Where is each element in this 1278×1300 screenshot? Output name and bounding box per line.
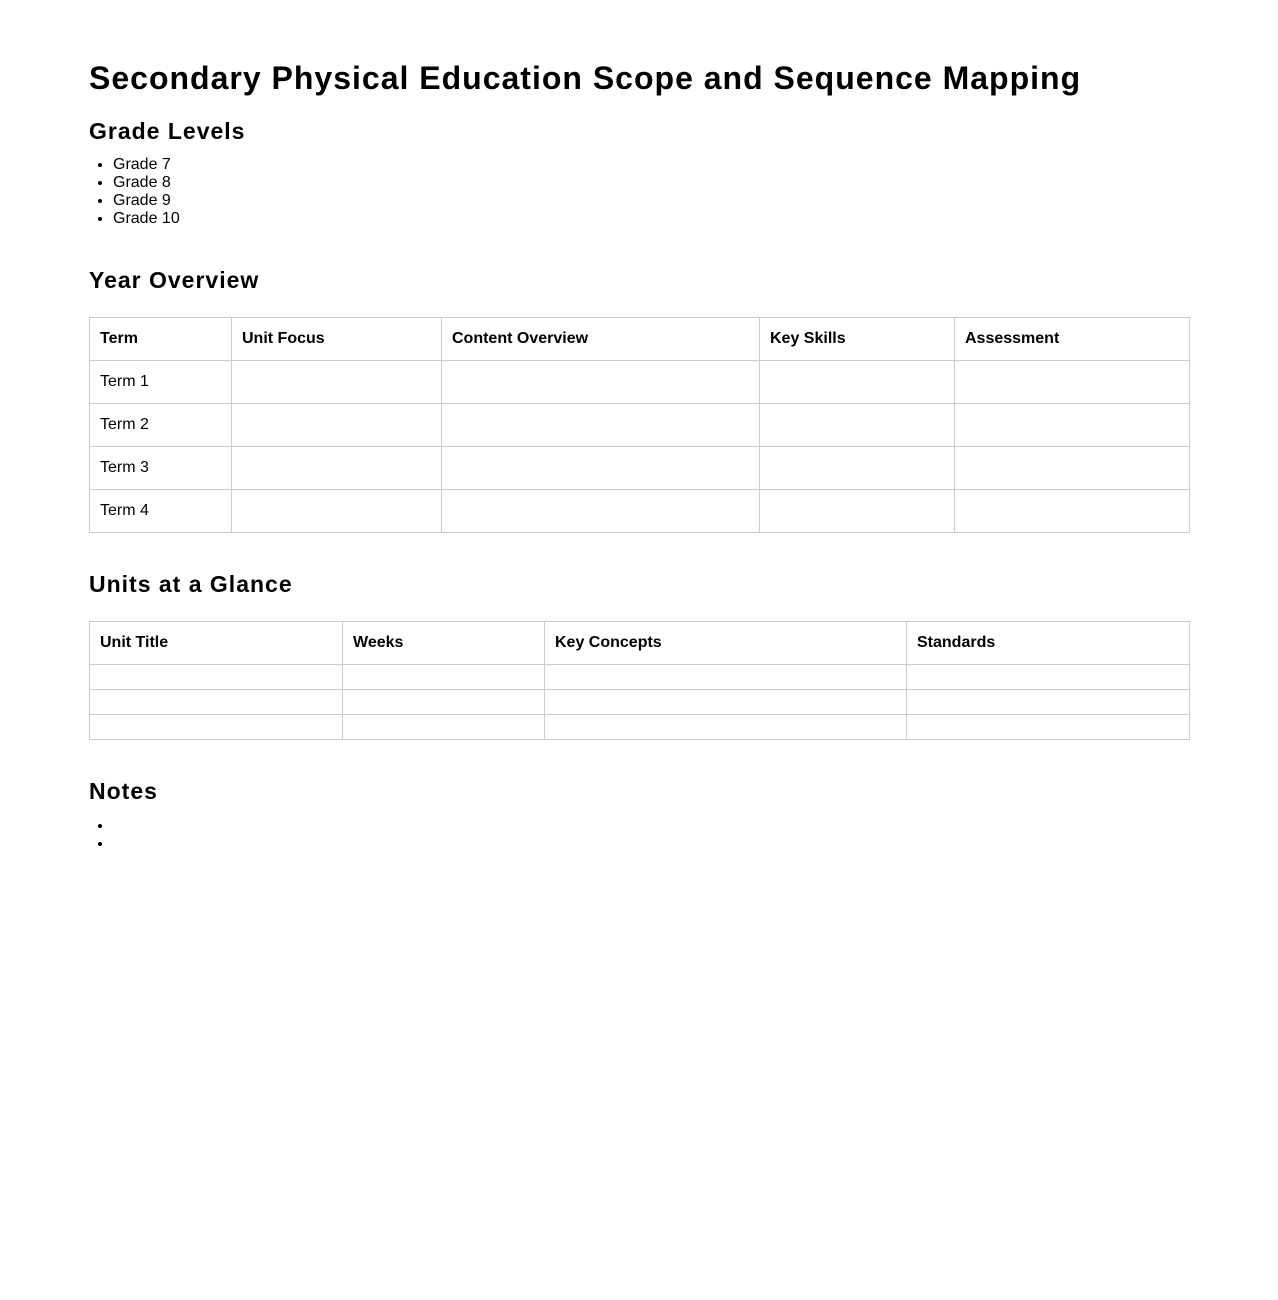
unit-focus-cell[interactable] (232, 490, 442, 533)
column-header-unit-title: Unit Title (90, 622, 343, 665)
weeks-cell[interactable] (343, 690, 545, 715)
notes-list (89, 817, 113, 853)
table-row (90, 690, 1190, 715)
column-header-content-overview: Content Overview (442, 318, 760, 361)
year-overview-heading: Year Overview (89, 267, 260, 293)
column-header-key-concepts: Key Concepts (545, 622, 907, 665)
table-row (90, 490, 1190, 533)
grade-level-item: • Grade 7 (113, 156, 180, 174)
notes-heading: Notes (89, 778, 158, 804)
grade-level-item: • Grade 9 (113, 192, 180, 210)
key-skills-cell[interactable] (760, 447, 955, 490)
key-concepts-cell[interactable] (545, 715, 907, 740)
units-at-a-glance-table (89, 621, 1190, 740)
content-overview-cell[interactable] (442, 404, 760, 447)
standards-cell[interactable] (907, 690, 1190, 715)
unit-focus-cell[interactable] (232, 361, 442, 404)
grade-level-item: • Grade 8 (113, 174, 180, 192)
standards-cell[interactable] (907, 665, 1190, 690)
weeks-cell[interactable] (343, 715, 545, 740)
table-row (90, 715, 1190, 740)
grade-level-item: • Grade 10 (113, 210, 180, 228)
term-cell: Term 4 (90, 490, 232, 533)
table-row (90, 447, 1190, 490)
term-cell: Term 3 (90, 447, 232, 490)
key-concepts-cell[interactable] (545, 665, 907, 690)
grade-levels-heading: Grade Levels (89, 118, 246, 144)
assessment-cell[interactable] (955, 361, 1190, 404)
key-skills-cell[interactable] (760, 490, 955, 533)
column-header-standards: Standards (907, 622, 1190, 665)
assessment-cell[interactable] (955, 490, 1190, 533)
column-header-key-skills: Key Skills (760, 318, 955, 361)
table-row (90, 404, 1190, 447)
table-header-row (90, 622, 1190, 665)
content-overview-cell[interactable] (442, 361, 760, 404)
standards-cell[interactable] (907, 715, 1190, 740)
assessment-cell[interactable] (955, 404, 1190, 447)
weeks-cell[interactable] (343, 665, 545, 690)
table-row (90, 361, 1190, 404)
page-title: Secondary Physical Education Scope and Sequence Mapping (89, 60, 1082, 96)
term-cell: Term 1 (90, 361, 232, 404)
column-header-unit-focus: Unit Focus (232, 318, 442, 361)
term-cell: Term 2 (90, 404, 232, 447)
unit-title-cell[interactable] (90, 715, 343, 740)
column-header-assessment: Assessment (955, 318, 1190, 361)
unit-focus-cell[interactable] (232, 447, 442, 490)
content-overview-cell[interactable] (442, 447, 760, 490)
grade-levels-list (89, 156, 180, 228)
key-skills-cell[interactable] (760, 361, 955, 404)
table-row (90, 665, 1190, 690)
table-header-row (90, 318, 1190, 361)
units-at-a-glance-heading: Units at a Glance (89, 571, 293, 597)
year-overview-table (89, 317, 1190, 533)
content-overview-cell[interactable] (442, 490, 760, 533)
unit-focus-cell[interactable] (232, 404, 442, 447)
unit-title-cell[interactable] (90, 690, 343, 715)
column-header-weeks: Weeks (343, 622, 545, 665)
assessment-cell[interactable] (955, 447, 1190, 490)
key-concepts-cell[interactable] (545, 690, 907, 715)
key-skills-cell[interactable] (760, 404, 955, 447)
column-header-term: Term (90, 318, 232, 361)
unit-title-cell[interactable] (90, 665, 343, 690)
